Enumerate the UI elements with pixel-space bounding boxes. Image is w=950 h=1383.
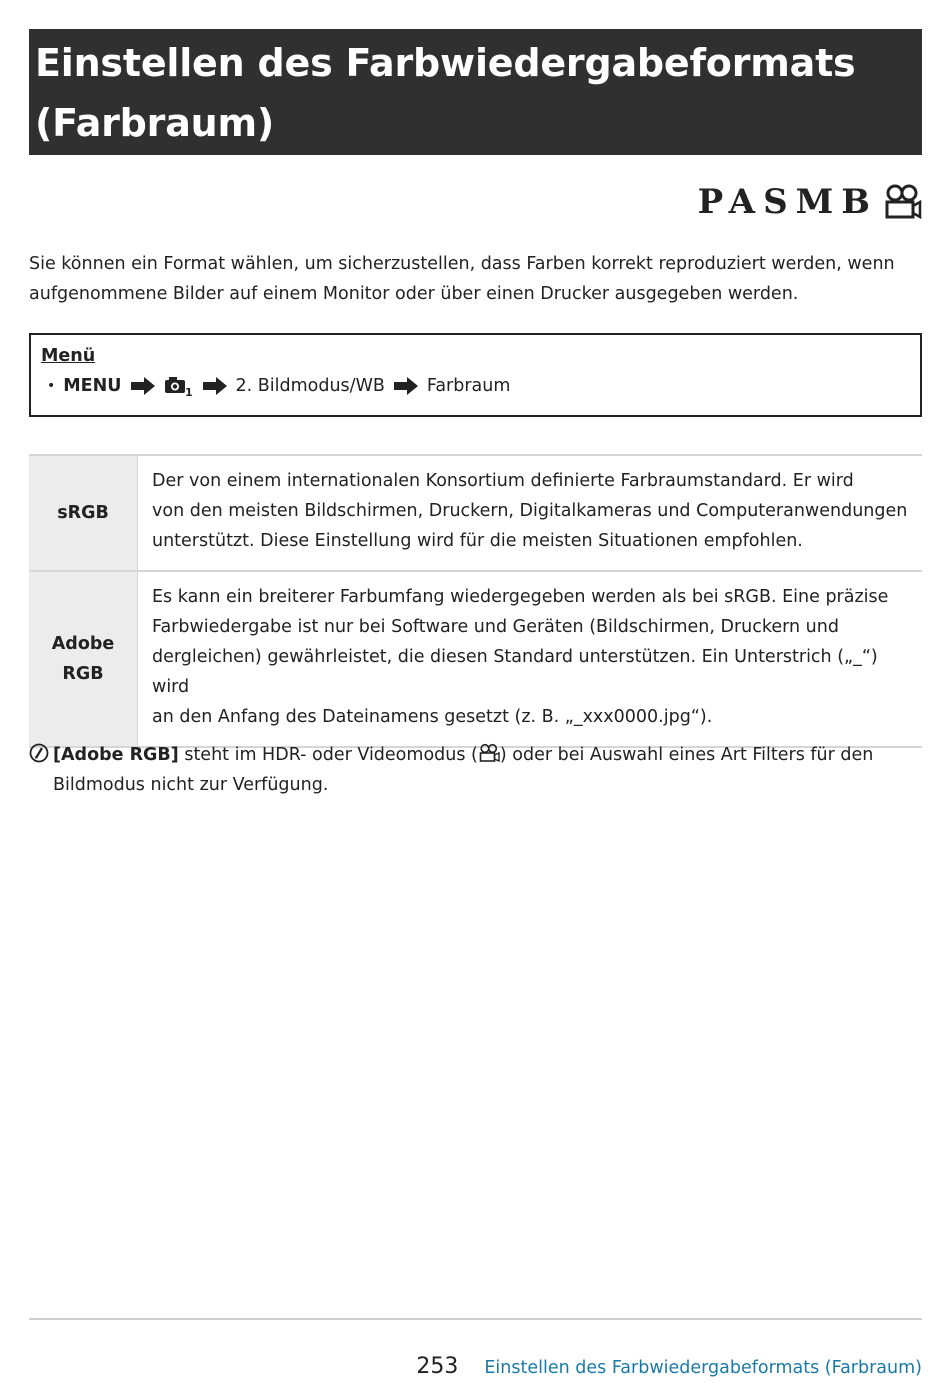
option-description [138,571,923,747]
description-line: Es kann ein breiterer Farbumfang wiedergegeben werden als bei sRGB. Eine präzise [152,587,889,607]
option-description [138,455,923,571]
note-text-b: ) oder bei Auswahl eines Art Filters für den [499,745,874,765]
title-bar [29,29,922,155]
page-footer [416,1354,922,1379]
arrow-right-icon [130,376,156,396]
note-line2: Bildmodus nicht zur Verfügung. [53,775,329,795]
note [29,740,922,800]
menu-heading: Menü [41,346,96,366]
menu-bullet: • [47,378,56,394]
label-line: Adobe [51,634,115,654]
arrow-right-icon [202,376,228,396]
camera-tab-number: 1 [184,386,193,397]
shooting-modes [698,182,922,222]
menu-step-bildmodus: 2. Bildmodus/WB [235,376,385,396]
description-line: von den meisten Bildschirmen, Druckern, Digitalkameras und Computeranwendungen [152,501,908,521]
movie-camera-icon [478,743,500,763]
option-label-srgb: sRGB [29,455,138,571]
description-line: an den Anfang des Dateinamens gesetzt (z. B. „_xxx0000.jpg“). [152,707,713,727]
menu-box [29,333,922,417]
label-line: RGB [62,664,104,684]
mode-letters: PASMB [697,182,878,222]
page-number: 253 [416,1354,459,1379]
settings-table [29,454,922,748]
camera-icon [164,375,194,397]
menu-path [41,371,910,401]
page-title-line1: Einstellen des Farbwiedergabeformats [35,41,856,85]
arrow-right-icon [393,376,419,396]
description-line: Farbwiedergabe ist nur bei Software und Geräten (Bildschirmen, Druckern und [152,617,839,637]
menu-key: MENU [63,376,122,396]
description-line: Der von einem internationalen Konsortium definierte Farbraumstandard. Er wird [152,471,854,491]
movie-camera-icon [882,182,922,222]
intro-line2: aufgenommene Bilder auf einem Monitor oder über einen Drucker ausgegeben werden. [29,284,799,304]
option-label-adobe-rgb [29,571,138,747]
note-pencil-icon [29,743,49,763]
footer-divider [29,1318,922,1320]
page-title [35,33,916,153]
table-row [29,571,922,747]
footer-section-link[interactable]: Einstellen des Farbwiedergabeformats (Farbraum) [484,1358,922,1378]
page-title-line2: (Farbraum) [35,101,275,145]
intro-paragraph [29,249,922,309]
description-line: unterstützt. Diese Einstellung wird für die meisten Situationen empfohlen. [152,531,803,551]
table-row [29,455,922,571]
menu-step-farbraum: Farbraum [426,376,511,396]
note-text-a: steht im HDR- oder Videomodus ( [178,745,478,765]
description-line: dergleichen) gewährleistet, die diesen Standard unterstützen. Ein Unterstrich („_“) wird [152,647,878,697]
note-bold-term: [Adobe RGB] [53,745,179,765]
intro-line1: Sie können ein Format wählen, um sicherzustellen, dass Farben korrekt reproduziert werden, wenn [29,254,895,274]
